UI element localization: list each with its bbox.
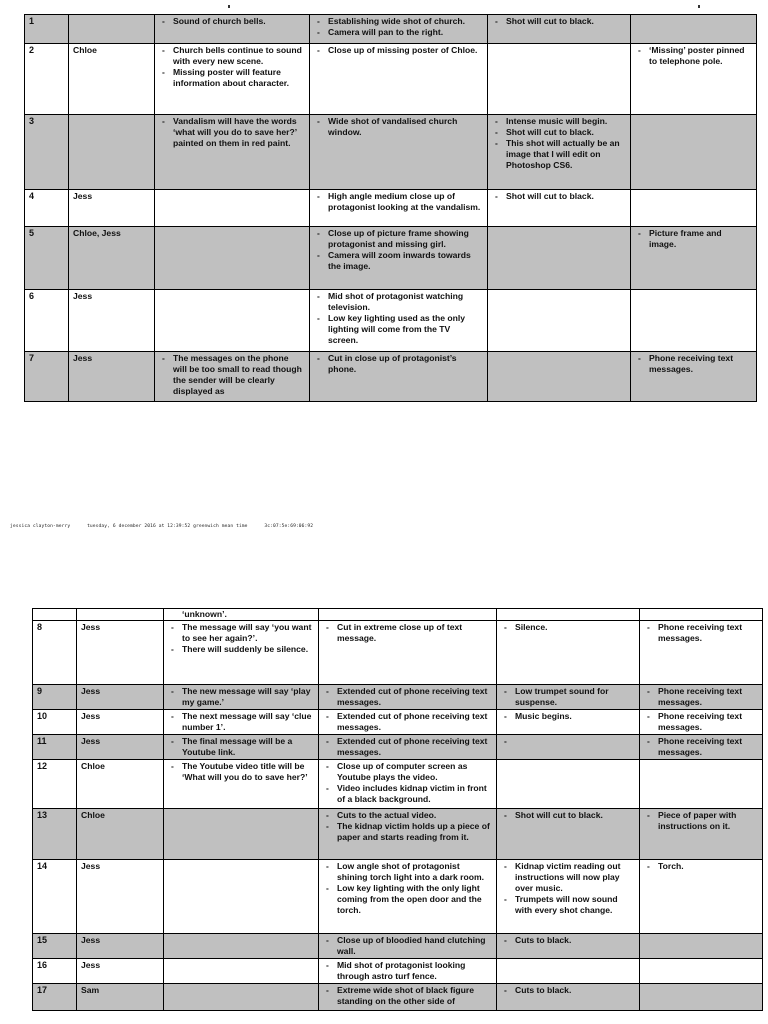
sound-item: - Vandalism will have the words ‘what will you do to save her?’ painted on them in red paint. xyxy=(159,116,306,149)
footer-datetime: tuesday, 6 december 2016 at 12:39:52 greenwich mean time xyxy=(87,524,248,529)
camera-item: - Close up of bloodied hand clutching wall. xyxy=(323,935,493,957)
shot-row xyxy=(33,710,763,735)
storyboard-table-page-2 xyxy=(32,608,763,1011)
props-list xyxy=(644,622,759,644)
sound-item: - Church bells continue to sound with every new scene. xyxy=(159,45,306,67)
props-cell xyxy=(631,290,757,352)
shot-number-cell: 16 xyxy=(33,959,77,984)
characters-cell: Jess xyxy=(77,860,164,934)
editing-item: - Kidnap victim reading out instructions will now play over music. xyxy=(501,861,636,894)
camera-item: - Camera will pan to the right. xyxy=(314,27,484,38)
sound-cell xyxy=(164,760,319,809)
camera-item: - High angle medium close up of protagonist looking at the vandalism. xyxy=(314,191,484,213)
props-cell xyxy=(631,352,757,402)
sound-item: - The Youtube video title will be ‘What will you do to save her?’ xyxy=(168,761,315,783)
sound-list xyxy=(168,622,315,655)
sound-cell xyxy=(164,934,319,959)
editing-list xyxy=(501,711,636,722)
editing-cell xyxy=(488,15,631,44)
shot-row xyxy=(33,735,763,760)
sound-cell xyxy=(155,44,310,115)
props-list xyxy=(635,353,753,375)
editing-item: - Cuts to black. xyxy=(501,935,636,946)
shot-row xyxy=(33,809,763,860)
sound-list xyxy=(168,711,315,733)
props-cell xyxy=(631,190,757,227)
camera-cell xyxy=(310,190,488,227)
camera-item: - Wide shot of vandalised church window. xyxy=(314,116,484,138)
camera-item: - Cut in extreme close up of text message. xyxy=(323,622,493,644)
editing-cell xyxy=(497,685,640,710)
camera-cell xyxy=(310,227,488,290)
props-cell xyxy=(640,860,763,934)
characters-cell: Chloe xyxy=(77,809,164,860)
camera-item: - Extreme wide shot of black figure standing on the other side of xyxy=(323,985,493,1007)
camera-cell xyxy=(319,860,497,934)
editing-cell xyxy=(497,809,640,860)
camera-item: - Cuts to the actual video. xyxy=(323,810,493,821)
camera-cell xyxy=(310,352,488,402)
shot-number-cell: 13 xyxy=(33,809,77,860)
props-item: - ‘Missing’ poster pinned to telephone pole. xyxy=(635,45,753,67)
characters-cell: Jess xyxy=(77,934,164,959)
shot-number-cell: 11 xyxy=(33,735,77,760)
sound-list xyxy=(159,45,306,89)
characters-cell: Chloe xyxy=(77,760,164,809)
sound-item: - Missing poster will feature information about character. xyxy=(159,67,306,89)
editing-cell xyxy=(497,860,640,934)
camera-item: - Establishing wide shot of church. xyxy=(314,16,484,27)
sound-list xyxy=(159,116,306,149)
storyboard-table-page-1 xyxy=(24,14,757,402)
camera-list xyxy=(323,686,493,708)
camera-cell xyxy=(310,290,488,352)
camera-list xyxy=(323,711,493,733)
props-item: - Torch. xyxy=(644,861,759,872)
characters-cell: Jess xyxy=(77,710,164,735)
camera-cell xyxy=(319,621,497,685)
shot-row xyxy=(33,984,763,1011)
sound-list xyxy=(168,686,315,708)
editing-item: - This shot will actually be an image that I will edit on Photoshop CS6. xyxy=(492,138,627,171)
shot-row xyxy=(25,15,757,44)
sound-list xyxy=(159,353,306,397)
editing-item: - Shot will cut to black. xyxy=(492,191,627,202)
editing-cell xyxy=(488,352,631,402)
props-item: - Piece of paper with instructions on it. xyxy=(644,810,759,832)
camera-list xyxy=(314,116,484,138)
shot-number-cell: 5 xyxy=(25,227,69,290)
props-item: - Picture frame and image. xyxy=(635,228,753,250)
editing-list xyxy=(501,810,636,821)
camera-item: - The kidnap victim holds up a piece of paper and starts reading from it. xyxy=(323,821,493,843)
continued-props-cell xyxy=(640,609,763,621)
shot-row xyxy=(33,934,763,959)
camera-cell xyxy=(319,959,497,984)
shot-row xyxy=(33,860,763,934)
camera-item: - Close up of missing poster of Chloe. xyxy=(314,45,484,56)
camera-cell xyxy=(319,735,497,760)
camera-item: - Video includes kidnap victim in front of a black background. xyxy=(323,783,493,805)
shot-number-cell: 4 xyxy=(25,190,69,227)
sound-cell xyxy=(155,290,310,352)
editing-list xyxy=(492,191,627,202)
camera-list xyxy=(323,761,493,805)
camera-list xyxy=(314,353,484,375)
camera-item: - Extended cut of phone receiving text messages. xyxy=(323,736,493,758)
props-cell xyxy=(631,44,757,115)
props-cell xyxy=(640,959,763,984)
sound-cell xyxy=(155,190,310,227)
shot-number-cell: 6 xyxy=(25,290,69,352)
sound-cell xyxy=(155,115,310,190)
editing-item: - Cuts to black. xyxy=(501,985,636,996)
props-item: - Phone receiving text messages. xyxy=(644,711,759,733)
sound-cell xyxy=(164,984,319,1011)
characters-cell: Jess xyxy=(69,290,155,352)
shot-number-cell: 17 xyxy=(33,984,77,1011)
camera-item: - Mid shot of protagonist watching television. xyxy=(314,291,484,313)
camera-cell xyxy=(319,760,497,809)
sound-item: - The messages on the phone will be too small to read though the sender will be clearly displayed as xyxy=(159,353,306,397)
props-cell xyxy=(640,621,763,685)
camera-item: - Mid shot of protagonist looking through astro turf fence. xyxy=(323,960,493,982)
camera-item: - Extended cut of phone receiving text messages. xyxy=(323,686,493,708)
camera-item: - Close up of computer screen as Youtube plays the video. xyxy=(323,761,493,783)
characters-cell: Jess xyxy=(69,190,155,227)
camera-cell xyxy=(310,15,488,44)
sound-item: - The new message will say ‘play my game.’ xyxy=(168,686,315,708)
camera-item: - Low angle shot of protagonist shining torch light into a dark room. xyxy=(323,861,493,883)
props-list xyxy=(644,736,759,758)
characters-cell: Jess xyxy=(77,621,164,685)
camera-cell xyxy=(319,984,497,1011)
shot-row xyxy=(25,44,757,115)
camera-item: - Camera will zoom inwards towards the image. xyxy=(314,250,484,272)
camera-list xyxy=(323,960,493,982)
camera-item: - Extended cut of phone receiving text messages. xyxy=(323,711,493,733)
editing-cell xyxy=(488,190,631,227)
shot-number-cell: 10 xyxy=(33,710,77,735)
props-item: - Phone receiving text messages. xyxy=(644,686,759,708)
shot-number-cell: 3 xyxy=(25,115,69,190)
characters-cell: Jess xyxy=(77,959,164,984)
shot-number-cell: 2 xyxy=(25,44,69,115)
props-cell xyxy=(640,735,763,760)
shot-row xyxy=(25,190,757,227)
footer-author: jessica clayton-merry xyxy=(10,524,71,529)
shot-row xyxy=(33,621,763,685)
sound-cell xyxy=(164,621,319,685)
continued-camera-cell xyxy=(319,609,497,621)
editing-cell xyxy=(488,290,631,352)
editing-item: - Shot will cut to black. xyxy=(492,127,627,138)
props-cell xyxy=(640,984,763,1011)
editing-list xyxy=(501,861,636,916)
characters-cell: Chloe, Jess xyxy=(69,227,155,290)
camera-list xyxy=(323,810,493,843)
sound-cell xyxy=(164,809,319,860)
sound-list xyxy=(168,736,315,758)
sound-cell xyxy=(164,735,319,760)
shot-row xyxy=(25,115,757,190)
sound-cell xyxy=(155,15,310,44)
continued-editing-cell xyxy=(497,609,640,621)
editing-list xyxy=(501,622,636,633)
props-cell xyxy=(631,227,757,290)
shot-row xyxy=(25,352,757,402)
props-item: - Phone receiving text messages. xyxy=(644,736,759,758)
continued-sound-cell: ‘unknown’. xyxy=(164,609,319,621)
editing-item: - Shot will cut to black. xyxy=(492,16,627,27)
editing-cell xyxy=(488,44,631,115)
shot-number-cell: 1 xyxy=(25,15,69,44)
shot-number-cell: 9 xyxy=(33,685,77,710)
editing-cell xyxy=(497,735,640,760)
sound-cell xyxy=(164,685,319,710)
camera-item: - Close up of picture frame showing protagonist and missing girl. xyxy=(314,228,484,250)
shot-number-cell: 7 xyxy=(25,352,69,402)
continued-row xyxy=(33,609,763,621)
shot-number-cell: 8 xyxy=(33,621,77,685)
print-footer xyxy=(10,524,327,529)
editing-cell xyxy=(497,934,640,959)
camera-list xyxy=(314,228,484,272)
props-cell xyxy=(640,685,763,710)
sound-item: - Sound of church bells. xyxy=(159,16,306,27)
editing-cell xyxy=(497,621,640,685)
cut-off-mark xyxy=(228,5,230,8)
props-list xyxy=(644,810,759,832)
sound-item: - The final message will be a Youtube link. xyxy=(168,736,315,758)
camera-cell xyxy=(319,685,497,710)
shot-number-cell: 14 xyxy=(33,860,77,934)
sound-cell xyxy=(155,352,310,402)
camera-cell xyxy=(319,809,497,860)
shot-row xyxy=(33,959,763,984)
characters-cell: Jess xyxy=(77,685,164,710)
editing-cell xyxy=(497,710,640,735)
camera-item: - Cut in close up of protagonist’s phone. xyxy=(314,353,484,375)
editing-cell xyxy=(497,959,640,984)
camera-item: - Low key lighting used as the only lighting will come from the TV screen. xyxy=(314,313,484,346)
continued-num-cell xyxy=(33,609,77,621)
props-list xyxy=(644,861,759,872)
characters-cell xyxy=(69,15,155,44)
camera-list xyxy=(323,861,493,916)
editing-cell xyxy=(497,760,640,809)
sound-cell xyxy=(164,860,319,934)
props-cell xyxy=(631,15,757,44)
props-list xyxy=(644,686,759,708)
editing-item: - Trumpets will now sound with every shot change. xyxy=(501,894,636,916)
characters-cell: Sam xyxy=(77,984,164,1011)
editing-item: - Silence. xyxy=(501,622,636,633)
editing-list xyxy=(501,686,636,708)
camera-cell xyxy=(310,115,488,190)
sound-cell xyxy=(155,227,310,290)
sound-list xyxy=(159,16,306,27)
editing-cell xyxy=(488,115,631,190)
editing-list xyxy=(501,985,636,996)
camera-list xyxy=(314,16,484,38)
sound-list xyxy=(168,761,315,783)
sound-item: - There will suddenly be silence. xyxy=(168,644,315,655)
shot-row xyxy=(25,290,757,352)
sound-item: - The next message will say ‘clue number 1’. xyxy=(168,711,315,733)
shot-number-cell: 12 xyxy=(33,760,77,809)
editing-item: - Shot will cut to black. xyxy=(501,810,636,821)
sound-item: - The message will say ‘you want to see her again?’. xyxy=(168,622,315,644)
continued-characters-cell xyxy=(77,609,164,621)
shot-number-cell: 15 xyxy=(33,934,77,959)
editing-item: - Intense music will begin. xyxy=(492,116,627,127)
cut-off-mark xyxy=(698,5,700,8)
editing-cell xyxy=(497,984,640,1011)
camera-list xyxy=(314,291,484,346)
sound-cell xyxy=(164,710,319,735)
camera-cell xyxy=(310,44,488,115)
editing-list xyxy=(492,16,627,27)
characters-cell: Jess xyxy=(77,735,164,760)
editing-list xyxy=(492,116,627,171)
props-list xyxy=(635,45,753,67)
camera-item: - Low key lighting with the only light coming from the open door and the torch. xyxy=(323,883,493,916)
camera-list xyxy=(314,45,484,56)
props-item: - Phone receiving text messages. xyxy=(644,622,759,644)
props-cell xyxy=(640,809,763,860)
camera-list xyxy=(314,191,484,213)
shot-row xyxy=(33,685,763,710)
characters-cell xyxy=(69,115,155,190)
props-cell xyxy=(640,934,763,959)
editing-list xyxy=(501,935,636,946)
camera-cell xyxy=(319,710,497,735)
shot-row xyxy=(25,227,757,290)
props-list xyxy=(635,228,753,250)
characters-cell: Jess xyxy=(69,352,155,402)
props-cell xyxy=(631,115,757,190)
camera-list xyxy=(323,985,493,1007)
props-cell xyxy=(640,710,763,735)
camera-list xyxy=(323,935,493,957)
camera-cell xyxy=(319,934,497,959)
props-list xyxy=(644,711,759,733)
shot-row xyxy=(33,760,763,809)
characters-cell: Chloe xyxy=(69,44,155,115)
sound-cell xyxy=(164,959,319,984)
camera-list xyxy=(323,736,493,758)
editing-item: - Music begins. xyxy=(501,711,636,722)
props-item: - Phone receiving text messages. xyxy=(635,353,753,375)
props-cell xyxy=(640,760,763,809)
editing-cell xyxy=(488,227,631,290)
footer-code: 3c:07:5e:69:06:92 xyxy=(264,524,314,529)
editing-item: - Low trumpet sound for suspense. xyxy=(501,686,636,708)
camera-list xyxy=(323,622,493,644)
